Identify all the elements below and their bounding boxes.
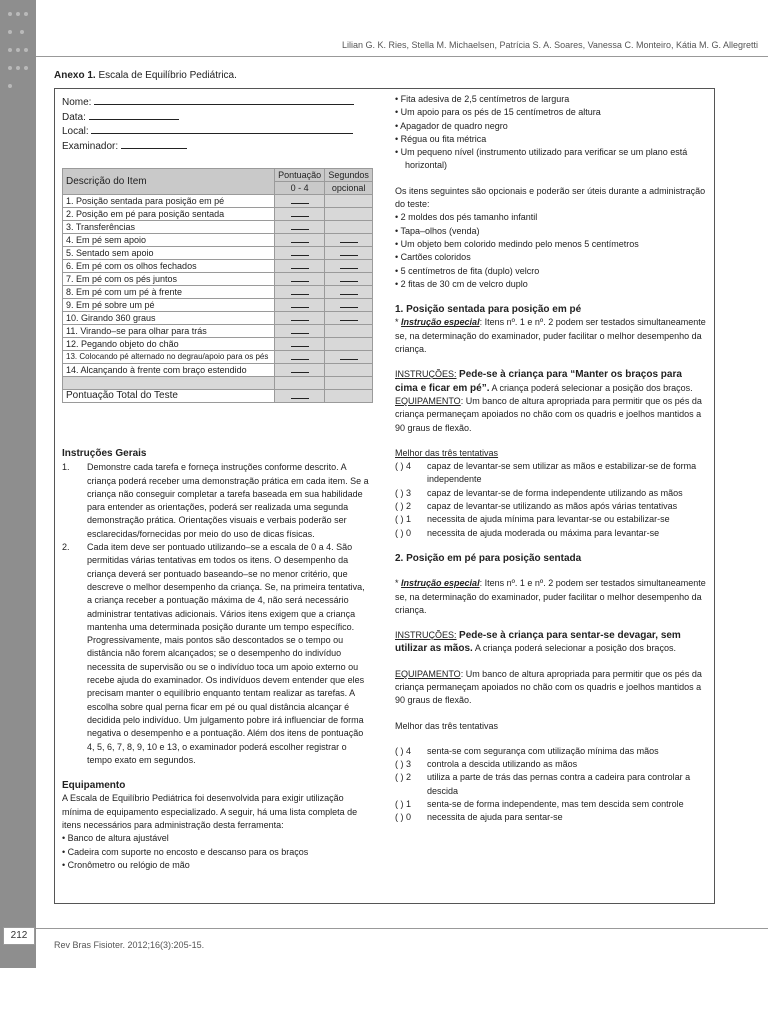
bullet-item: • Tapa–olhos (venda) — [395, 225, 480, 236]
seconds-blank — [325, 351, 373, 364]
score-table — [62, 168, 373, 403]
bullet-text: 2 moldes dos pés tamanho infantil — [400, 212, 538, 223]
score-blank — [275, 312, 325, 325]
equipment-list — [62, 832, 372, 872]
table-row — [63, 234, 373, 247]
score-blank — [275, 221, 325, 234]
date-field: Data: — [62, 110, 179, 123]
bullet-item: • Um objeto bem colorido medindo pelo menos 5 centímetros — [395, 238, 639, 249]
score-description: senta-se de forma independente, mas tem descida sem controle — [427, 799, 684, 810]
score-description: capaz de levantar-se de forma independente utilizando as mãos — [427, 487, 683, 498]
col-description-header: Descrição do Item — [63, 169, 275, 195]
bullet-item: • Cadeira com suporte no encosto e descanso para os braços — [62, 846, 309, 857]
section-2-equipment: EQUIPAMENTO: Um banco de altura apropriada para permitir que os pés da criança permaneçam apoiados no chão com os quadris e joelhos mantidos a 90 graus de flexão. — [395, 668, 702, 706]
score-checkbox: ( ) 0 — [395, 812, 412, 823]
score-blank — [275, 247, 325, 260]
bullet-item: • 2 moldes dos pés tamanho infantil — [395, 212, 538, 223]
bullet-text: Fita adesiva de 2,5 centímetros de largura — [400, 94, 570, 104]
score-blank — [275, 338, 325, 351]
score-blank — [275, 195, 325, 208]
col-score-sub: 0 - 4 — [275, 182, 325, 195]
score-option — [395, 771, 707, 798]
bullet-item: • Um pequeno nível (instrumento utilizado para verificar se um plano está horizontal) — [395, 147, 688, 171]
section-1-special: * Instrução especial: Itens nº. 1 e nº. 2 podem ser testados simultaneamente se, na determinação do examinador, puder facilitar o melhor desempenho da criança. — [395, 317, 706, 355]
right-column — [395, 93, 707, 825]
score-option — [395, 527, 707, 540]
name-field: Nome: — [62, 95, 354, 108]
section-2-title: 2. Posição em pé para posição sentada — [395, 552, 582, 564]
examiner-field: Examinador: — [62, 139, 187, 152]
seconds-blank — [325, 273, 373, 286]
table-row — [63, 351, 373, 364]
general-instructions-title: Instruções Gerais — [62, 448, 147, 459]
instruction-1: Demonstre cada tarefa e forneça instruções conforme descrito. A criança poderá receber uma demonstração prática em cada item. Se a criança não conseguir completar a tarefa baseada em sua habilidade para entender as orientações, poderá ser realizada uma segunda demonstração prática. Orientações visuais e verbais poderão ser esclarecidas/fornecidas por meio do uso de dicas físicas. — [87, 462, 369, 539]
seconds-blank — [325, 221, 373, 234]
section-1-equipment: EQUIPAMENTO: Um banco de altura apropriada para permitir que os pés da criança permaneçam apoiados no chão com os quadris e joelhos mantidos a 90 graus de flexão. — [395, 395, 702, 433]
score-checkbox: ( ) 1 — [395, 514, 412, 525]
annex-title: Escala de Equilíbrio Pediátrica. — [98, 70, 237, 81]
equipment-list-cont — [395, 93, 707, 173]
bullet-text: Apagador de quadro negro — [400, 120, 508, 131]
item-description: 9. Em pé sobre um pé — [63, 299, 275, 312]
bullet-text: Um objeto bem colorido medindo pelo menos 5 centímetros — [400, 238, 639, 249]
table-row — [63, 195, 373, 208]
table-row — [63, 247, 373, 260]
score-description: necessita de ajuda para sentar-se — [427, 812, 563, 823]
score-description: senta-se com segurança com utilização mínima das mãos — [427, 745, 659, 756]
score-option — [395, 811, 707, 824]
bullet-item: • Banco de altura ajustável — [62, 833, 169, 844]
table-row — [63, 273, 373, 286]
table-row — [63, 312, 373, 325]
table-row — [63, 325, 373, 338]
equipment-title: Equipamento — [62, 780, 126, 792]
item-description: 7. Em pé com os pés juntos — [63, 273, 275, 286]
annex-caption — [54, 70, 237, 81]
page-number: 212 — [3, 927, 35, 945]
place-field: Local: — [62, 124, 353, 137]
section-1-best: Melhor das três tentativas — [395, 447, 499, 458]
bullet-text: Um pequeno nível (instrumento utilizado para verificar se um plano está horizontal) — [400, 147, 688, 171]
score-checkbox: ( ) 4 — [395, 745, 412, 756]
score-option — [395, 513, 707, 526]
score-blank — [275, 260, 325, 273]
item-description: 11. Virando–se para olhar para trás — [63, 325, 275, 338]
bullet-item: • Régua ou fita métrica — [395, 133, 487, 144]
score-blank — [275, 234, 325, 247]
equipment-intro: A Escala de Equilíbrio Pediátrica foi desenvolvida para exigir utilização mínima de equipamento especializado. A seguir, há uma lista completa de itens necessários para administração desta ferramenta: — [62, 793, 358, 831]
score-option — [395, 745, 707, 758]
bullet-item: • 5 centímetros de fita (duplo) velcro — [395, 265, 540, 276]
score-checkbox: ( ) 2 — [395, 772, 412, 783]
table-row — [63, 260, 373, 273]
section-2-scores — [395, 745, 707, 825]
section-2-instructions: INSTRUÇÕES: Pede-se à criança para sentar-se devagar, sem utilizar as mãos. A criança poderá selecionar a posição dos braços. — [395, 630, 681, 655]
section-1-scores — [395, 460, 707, 540]
bullet-item: • Um apoio para os pés de 15 centímetros de altura — [395, 107, 601, 118]
optional-intro: Os itens seguintes são opcionais e poderão ser úteis durante a administração do teste: — [395, 185, 706, 210]
score-blank — [275, 299, 325, 312]
score-option — [395, 460, 707, 487]
bullet-item: • Fita adesiva de 2,5 centímetros de largura — [395, 94, 570, 104]
decorative-dots — [6, 6, 32, 96]
seconds-blank — [325, 247, 373, 260]
seconds-blank — [325, 234, 373, 247]
score-blank — [275, 208, 325, 221]
score-blank — [275, 286, 325, 299]
table-row — [63, 299, 373, 312]
item-description: 6. Em pé com os olhos fechados — [63, 260, 275, 273]
score-description: necessita de ajuda moderada ou máxima para levantar-se — [427, 527, 660, 538]
citation: Rev Bras Fisioter. 2012;16(3):205-15. — [54, 940, 205, 950]
section-1-title: 1. Posição sentada para posição em pé — [395, 304, 582, 316]
bullet-text: Cronômetro ou relógio de mão — [67, 859, 190, 870]
seconds-blank — [325, 325, 373, 338]
total-score-blank — [275, 390, 325, 403]
score-option — [395, 798, 707, 811]
seconds-blank — [325, 208, 373, 221]
score-blank — [275, 273, 325, 286]
total-label: Pontuação Total do Teste — [63, 390, 275, 403]
item-description: 13. Colocando pé alternado no degrau/apoio para os pés — [63, 351, 275, 364]
running-header-authors: Lilian G. K. Ries, Stella M. Michaelsen, Patrícia S. A. Soares, Vanessa C. Monteiro, Kátia M. G. Allegretti — [341, 40, 758, 50]
score-checkbox: ( ) 3 — [395, 759, 412, 770]
table-row — [63, 364, 373, 377]
bullet-text: Cartões coloridos — [400, 252, 471, 263]
item-description: 14. Alcançando à frente com braço estendido — [63, 364, 275, 377]
score-checkbox: ( ) 1 — [395, 799, 412, 810]
table-row — [63, 286, 373, 299]
score-checkbox: ( ) 4 — [395, 461, 412, 472]
side-strip — [0, 0, 36, 968]
seconds-blank — [325, 364, 373, 377]
item-description: 12. Pegando objeto do chão — [63, 338, 275, 351]
score-description: capaz de levantar-se utilizando as mãos após várias tentativas — [427, 501, 678, 512]
header-divider — [36, 56, 768, 57]
optional-list — [395, 211, 707, 291]
score-description: utiliza a parte de trás das pernas contra a cadeira para controlar a descida — [427, 772, 691, 796]
score-description: capaz de levantar-se sem utilizar as mãos e estabilizar-se de forma independente — [427, 461, 697, 485]
score-checkbox: ( ) 2 — [395, 501, 412, 512]
item-description: 4. Em pé sem apoio — [63, 234, 275, 247]
seconds-blank — [325, 338, 373, 351]
bullet-item: • Cronômetro ou relógio de mão — [62, 859, 190, 870]
section-2-best: Melhor das três tentativas — [395, 720, 499, 731]
score-option — [395, 758, 707, 771]
bullet-text: 5 centímetros de fita (duplo) velcro — [400, 265, 540, 276]
instruction-2: Cada item deve ser pontuado utilizando–se a escala de 0 a 4. São permitidas várias tentativas em todos os itens. O desempenho da criança deverá ser pontuado baseando–se no menor critério, que descreve o melhor desempenho da criança. Se, na primeira tentativa, a criança receber a pontuação máxima de 4, não será necessário administrar tentativas adicionais. Vários itens exigem que a criança mantenha uma determinada posição durante um tempo específico. Progressivamente, mais pontos são descontados se o tempo ou distância não forem alcançados; se o desempenho do indivíduo necessita de supervisão ou se o indivíduo toca um apoio externo ou recebe ajuda do examinador. Os indivíduos devem entender que eles precisam manter o equilíbrio enquanto tentam realizar as tarefas. A escolha sobre qual perna ficar em pé ou qual distância alcançar é decidida pelo indivíduo. Um julgamento pobre irá influenciar de forma negativa o desempenho e a pontuação. Além dos itens de pontuação 4, 5, 6, 7, 8, 9, 10 e 13, o examinador poderá escolher registrar o tempo exato em segundos. — [87, 542, 365, 765]
score-option — [395, 487, 707, 500]
score-blank — [275, 364, 325, 377]
bullet-text: Cadeira com suporte no encosto e descanso para os braços — [67, 846, 309, 857]
bullet-text: Banco de altura ajustável — [67, 833, 169, 844]
seconds-blank — [325, 299, 373, 312]
item-description: 8. Em pé com um pé à frente — [63, 286, 275, 299]
bullet-item: • Apagador de quadro negro — [395, 120, 508, 131]
score-description: controla a descida utilizando as mãos — [427, 759, 578, 770]
footer-divider — [36, 928, 768, 929]
table-row — [63, 338, 373, 351]
table-row — [63, 208, 373, 221]
score-description: necessita de ajuda mínima para levantar-se ou estabilizar-se — [427, 514, 670, 525]
item-description: 1. Posição sentada para posição em pé — [63, 195, 275, 208]
item-description: 3. Transferências — [63, 221, 275, 234]
score-checkbox: ( ) 0 — [395, 527, 412, 538]
bullet-text: Régua ou fita métrica — [400, 133, 487, 144]
score-blank — [275, 351, 325, 364]
seconds-blank — [325, 286, 373, 299]
section-1-instructions: INSTRUÇÕES: Pede-se à criança para “Manter os braços para cima e ficar em pé”. A criança poderá selecionar a posição dos braços. — [395, 369, 693, 394]
annex-label: Anexo 1. — [54, 70, 96, 81]
col-seconds-header: Segundos — [325, 169, 373, 182]
left-column: Instruções Gerais 1. Demonstre cada tarefa e forneça instruções conforme descrito. A criança poderá receber uma demonstração prática em cada item. Se a criança não conseguir completar a tarefa baseada em sua habilidade para entender as orientações, poderá ser realizada uma segunda demonstração prática. Orientações visuais e verbais poderão ser esclarecidas/fornecidas por meio do uso de dicas físicas. 2. Cada item deve ser pontuado utilizando–se a escala de 0 a 4. São permitidas várias tentativas em todos os itens. O desempenho da criança deverá ser pontuado baseando–se no menor critério, que descreve o melhor desempenho da criança. Se, na primeira tentativa, a criança receber a pontuação máxima de 4, não será necessário administrar tentativas adicionais. Vários itens exigem que a criança mantenha uma determinada posição durante um tempo específico. Progressivamente, mais pontos são descontados se o tempo ou distância não forem alcançados; se o desempenho do indivíduo necessita de supervisão ou se o indivíduo toca um apoio externo ou recebe ajuda do examinador. Os indivíduos devem entender que eles precisam manter o equilíbrio enquanto tentam realizar as tarefas. A escolha sobre qual perna ficar em pé ou qual distância alcançar é decidida pelo indivíduo. Um julgamento pobre irá influenciar de forma negativa o desempenho e a pontuação. Além dos itens de pontuação 4, 5, 6, 7, 8, 9, 10 e 13, o examinador poderá escolher registrar o tempo exato em segundos. Equipamento A Escala de Equilíbrio Pediátrica foi desenvolvida para exigir utilização mínima de equipamento especializado. A seguir, há uma lista completa de itens necessários para administração desta ferramenta: • Banco de altura ajustável • Cadeira com suporte no encosto e descanso para os braços • Cronômetro ou relógio de mão — [62, 447, 372, 872]
item-description: 10. Girando 360 graus — [63, 312, 275, 325]
bullet-item: • 2 fitas de 30 cm de velcro duplo — [395, 278, 528, 289]
bullet-text: Um apoio para os pés de 15 centímetros de altura — [400, 107, 601, 118]
seconds-blank — [325, 195, 373, 208]
score-option — [395, 500, 707, 513]
bullet-text: Tapa–olhos (venda) — [400, 225, 480, 236]
col-seconds-sub: opcional — [325, 182, 373, 195]
table-row — [63, 221, 373, 234]
item-description: 5. Sentado sem apoio — [63, 247, 275, 260]
col-score-header: Pontuação — [275, 169, 325, 182]
item-description: 2. Posição em pé para posição sentada — [63, 208, 275, 221]
score-blank — [275, 325, 325, 338]
bullet-text: 2 fitas de 30 cm de velcro duplo — [400, 278, 528, 289]
seconds-blank — [325, 312, 373, 325]
section-2-special: * Instrução especial: Itens nº. 1 e nº. 2 podem ser testados simultaneamente se, na determinação do examinador, puder facilitar o melhor desempenho da criança. — [395, 578, 706, 615]
seconds-blank — [325, 260, 373, 273]
score-checkbox: ( ) 3 — [395, 487, 412, 498]
bullet-item: • Cartões coloridos — [395, 252, 471, 263]
